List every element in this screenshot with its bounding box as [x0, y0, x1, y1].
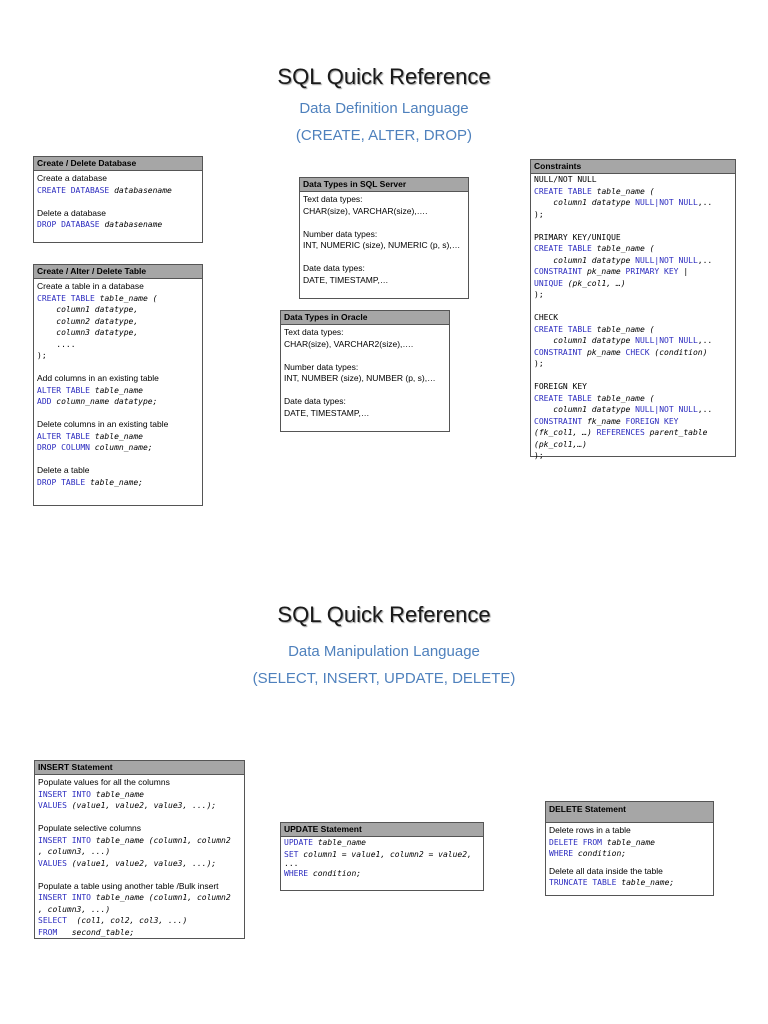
- update-dots: ...: [284, 859, 299, 868]
- create-database-label: Create a database: [37, 173, 107, 183]
- drop-database-name: databasename: [104, 220, 163, 229]
- update-where-keyword: WHERE: [284, 869, 313, 878]
- sqlserver-number-label: Number data types:: [303, 228, 378, 239]
- insert-selective-label: Populate selective columns: [38, 823, 142, 833]
- create-database-name: databasename: [114, 185, 172, 195]
- delete-table-label: Delete a table: [37, 465, 90, 475]
- parent-table: parent_table: [644, 428, 708, 437]
- drop-database-keyword: DROP DATABASE: [37, 220, 105, 229]
- create-table-label: Create a table in a database: [37, 281, 144, 291]
- create-table-col1: column1 datatype,: [37, 305, 139, 314]
- sqlserver-text-values: CHAR(size), VARCHAR(size),….: [303, 205, 428, 216]
- check-close: );: [534, 359, 544, 368]
- delete-from-keyword: DELETE FROM: [549, 837, 607, 847]
- create-table-col3: column3 datatype,: [37, 328, 139, 337]
- notnull-table-name: table_name (: [596, 186, 655, 196]
- pk-constraint-keyword: CONSTRAINT: [534, 267, 587, 276]
- create-database-keyword: CREATE DATABASE: [37, 185, 115, 195]
- add-columns-label: Add columns in an existing table: [37, 373, 159, 383]
- from-keyword: FROM: [38, 927, 63, 937]
- fk-create-keyword: CREATE TABLE: [534, 393, 597, 403]
- fk-column: column1 datatype: [534, 405, 636, 414]
- pk-close: );: [534, 290, 544, 299]
- delete-where-keyword: WHERE: [549, 849, 578, 858]
- constraints-header: Constraints: [531, 160, 735, 174]
- pk-column: column1 datatype: [534, 255, 636, 265]
- create-table-name: table_name (: [99, 293, 158, 303]
- oracle-text-label: Text data types:: [284, 327, 344, 337]
- check-title: CHECK: [534, 313, 559, 322]
- update-condition: condition;: [312, 869, 362, 878]
- oracle-types-header: Data Types in Oracle: [281, 311, 449, 325]
- check-condition: (condition): [649, 347, 708, 357]
- check-create-keyword: CREATE TABLE: [534, 324, 597, 334]
- values-keyword-2: VALUES: [38, 858, 72, 868]
- update-keyword: UPDATE: [284, 838, 318, 847]
- sqlserver-date-label: Date data types:: [303, 263, 365, 273]
- primary-key-title: PRIMARY KEY/UNIQUE: [534, 232, 621, 242]
- insert-selective-columns-cont: , column3, ...): [38, 847, 111, 856]
- insert-table-name: table_name: [95, 789, 144, 799]
- select-columns: (col1, col2, col3, ...): [71, 916, 188, 925]
- oracle-number-label: Number data types:: [284, 361, 359, 372]
- values-keyword: VALUES: [38, 801, 72, 810]
- notnull-close: );: [534, 209, 544, 219]
- table-commands-box: [33, 264, 203, 506]
- delete-statement-box: [545, 801, 714, 896]
- fk-constraint-keyword: CONSTRAINT: [534, 416, 587, 426]
- insert-into-keyword-3: INSERT INTO: [38, 893, 96, 902]
- notnull-column: column1 datatype: [534, 198, 636, 207]
- insert-statement-header: INSERT Statement: [35, 761, 244, 775]
- foreign-key-title: FOREIGN KEY: [534, 382, 587, 391]
- ddl-subtitle-2: (CREATE, ALTER, DROP): [295, 127, 473, 144]
- delete-columns-label: Delete columns in an existing table: [37, 419, 169, 429]
- update-table-name: table_name: [317, 838, 366, 847]
- oracle-types-box: [280, 310, 450, 432]
- check-constraint-name: pk_name: [586, 347, 626, 357]
- oracle-date-values: DATE, TIMESTAMP,…: [284, 407, 370, 418]
- insert-statement-box: [34, 760, 245, 939]
- fk-parent-columns: (pk_col1,…): [534, 439, 587, 449]
- fk-table-name: table_name (: [596, 393, 655, 403]
- insert-into-keyword: INSERT INTO: [38, 789, 96, 799]
- delete-rows-label: Delete rows in a table: [549, 825, 631, 835]
- create-database-header: Create / Delete Database: [34, 157, 202, 171]
- references-keyword: REFERENCES: [596, 428, 645, 437]
- from-table: second_table;: [62, 927, 135, 937]
- sqlserver-text-label: Text data types:: [303, 194, 363, 204]
- ddl-title: SQL Quick Reference: [277, 64, 491, 89]
- insert-into-keyword-2: INSERT INTO: [38, 835, 96, 845]
- check-column: column1 datatype: [534, 336, 636, 345]
- unique-keyword: UNIQUE: [534, 278, 563, 288]
- sqlserver-types-box: [299, 177, 469, 299]
- ddl-subtitle: Data Definition Language: [299, 100, 469, 117]
- add-keyword: ADD: [37, 397, 57, 406]
- notnull-create-keyword: CREATE TABLE: [534, 186, 597, 196]
- check-col-tail: ,..: [697, 336, 713, 345]
- set-assignments: column1 = value1, column2 = value2,: [303, 849, 472, 859]
- sqlserver-date-values: DATE, TIMESTAMP,…: [303, 274, 389, 285]
- insert-bulk-columns: table_name (column1, column2: [95, 893, 231, 902]
- sqlserver-number-values: INT, NUMERIC (size), NUMERIC (p, s),…: [303, 240, 461, 250]
- pk-table-name: table_name (: [596, 244, 655, 253]
- pk-col-tail: ,..: [697, 255, 713, 265]
- update-statement-box: [280, 822, 484, 891]
- fk-columns: (fk_col1, …): [534, 428, 597, 437]
- delete-all-label: Delete all data inside the table: [549, 865, 663, 876]
- insert-all-label: Populate values for all the columns: [38, 777, 170, 787]
- delete-condition: condition;: [577, 849, 627, 858]
- alter-table-name-2: table_name: [94, 431, 143, 441]
- set-keyword: SET: [284, 849, 304, 859]
- check-keyword: CHECK: [625, 347, 650, 357]
- select-keyword: SELECT: [38, 916, 72, 925]
- dml-subtitle: Data Manipulation Language: [288, 643, 480, 660]
- delete-database-label: Delete a database: [37, 207, 106, 218]
- alter-table-keyword-2: ALTER TABLE: [37, 431, 95, 441]
- create-table-dots: ....: [37, 339, 76, 349]
- primary-key-keyword: PRIMARY KEY: [625, 267, 679, 276]
- constraints-box: [530, 159, 736, 460]
- create-table-close: );: [37, 351, 47, 360]
- oracle-number-values: INT, NUMBER (size), NUMBER (p, s),…: [284, 373, 436, 383]
- create-table-keyword: CREATE TABLE: [37, 293, 100, 303]
- fk-close: );: [534, 451, 544, 460]
- oracle-date-label: Date data types:: [284, 396, 346, 406]
- insert-values: (value1, value2, value3, ...);: [71, 801, 217, 810]
- notnull-keyword: NULL|NOT NULL: [635, 198, 698, 207]
- drop-table-keyword: DROP TABLE: [37, 477, 90, 487]
- alter-table-name: table_name: [94, 385, 143, 395]
- dml-subtitle-2: (SELECT, INSERT, UPDATE, DELETE): [252, 670, 516, 687]
- check-null-keyword: NULL|NOT NULL: [635, 336, 698, 345]
- foreign-key-keyword: FOREIGN KEY: [625, 416, 679, 426]
- pk-null-keyword: NULL|NOT NULL: [635, 255, 698, 265]
- pk-create-keyword: CREATE TABLE: [534, 244, 597, 253]
- unique-columns: (pk_col1, …): [562, 278, 626, 288]
- drop-column-name: column_name;: [94, 443, 153, 452]
- create-table-col2: column2 datatype,: [37, 316, 139, 326]
- check-constraint-keyword: CONSTRAINT: [534, 347, 587, 357]
- truncate-table-name: table_name;: [621, 878, 675, 887]
- insert-bulk-columns-cont: , column3, ...): [38, 904, 111, 914]
- delete-statement-header: DELETE Statement: [546, 802, 713, 823]
- sqlserver-types-header: Data Types in SQL Server: [300, 178, 468, 192]
- add-column-definition: column_name datatype;: [56, 397, 158, 406]
- create-database-box: [33, 156, 203, 243]
- drop-table-name: table_name;: [89, 477, 143, 487]
- update-statement-header: UPDATE Statement: [281, 823, 483, 837]
- pk-constraint-tail: |: [678, 267, 689, 276]
- truncate-table-keyword: TRUNCATE TABLE: [549, 878, 622, 887]
- check-table-name: table_name (: [596, 324, 655, 334]
- oracle-text-values: CHAR(size), VARCHAR2(size),….: [284, 338, 414, 349]
- table-commands-header: Create / Alter / Delete Table: [34, 265, 202, 279]
- alter-table-keyword: ALTER TABLE: [37, 385, 95, 395]
- insert-bulk-label: Populate a table using another table /Bulk insert: [38, 880, 219, 891]
- notnull-title: NULL/NOT NULL: [534, 175, 597, 184]
- notnull-tail: ,..: [697, 198, 713, 207]
- pk-constraint-name: pk_name: [586, 267, 626, 276]
- fk-col-tail: ,..: [697, 405, 713, 414]
- dml-title: SQL Quick Reference: [277, 602, 491, 627]
- fk-constraint-name: fk_name: [586, 416, 626, 426]
- fk-null-keyword: NULL|NOT NULL: [635, 405, 698, 414]
- insert-selective-columns: table_name (column1, column2: [95, 835, 231, 845]
- insert-values-2: (value1, value2, value3, ...);: [71, 858, 217, 868]
- delete-table-name: table_name: [606, 837, 655, 847]
- drop-column-keyword: DROP COLUMN: [37, 443, 95, 452]
